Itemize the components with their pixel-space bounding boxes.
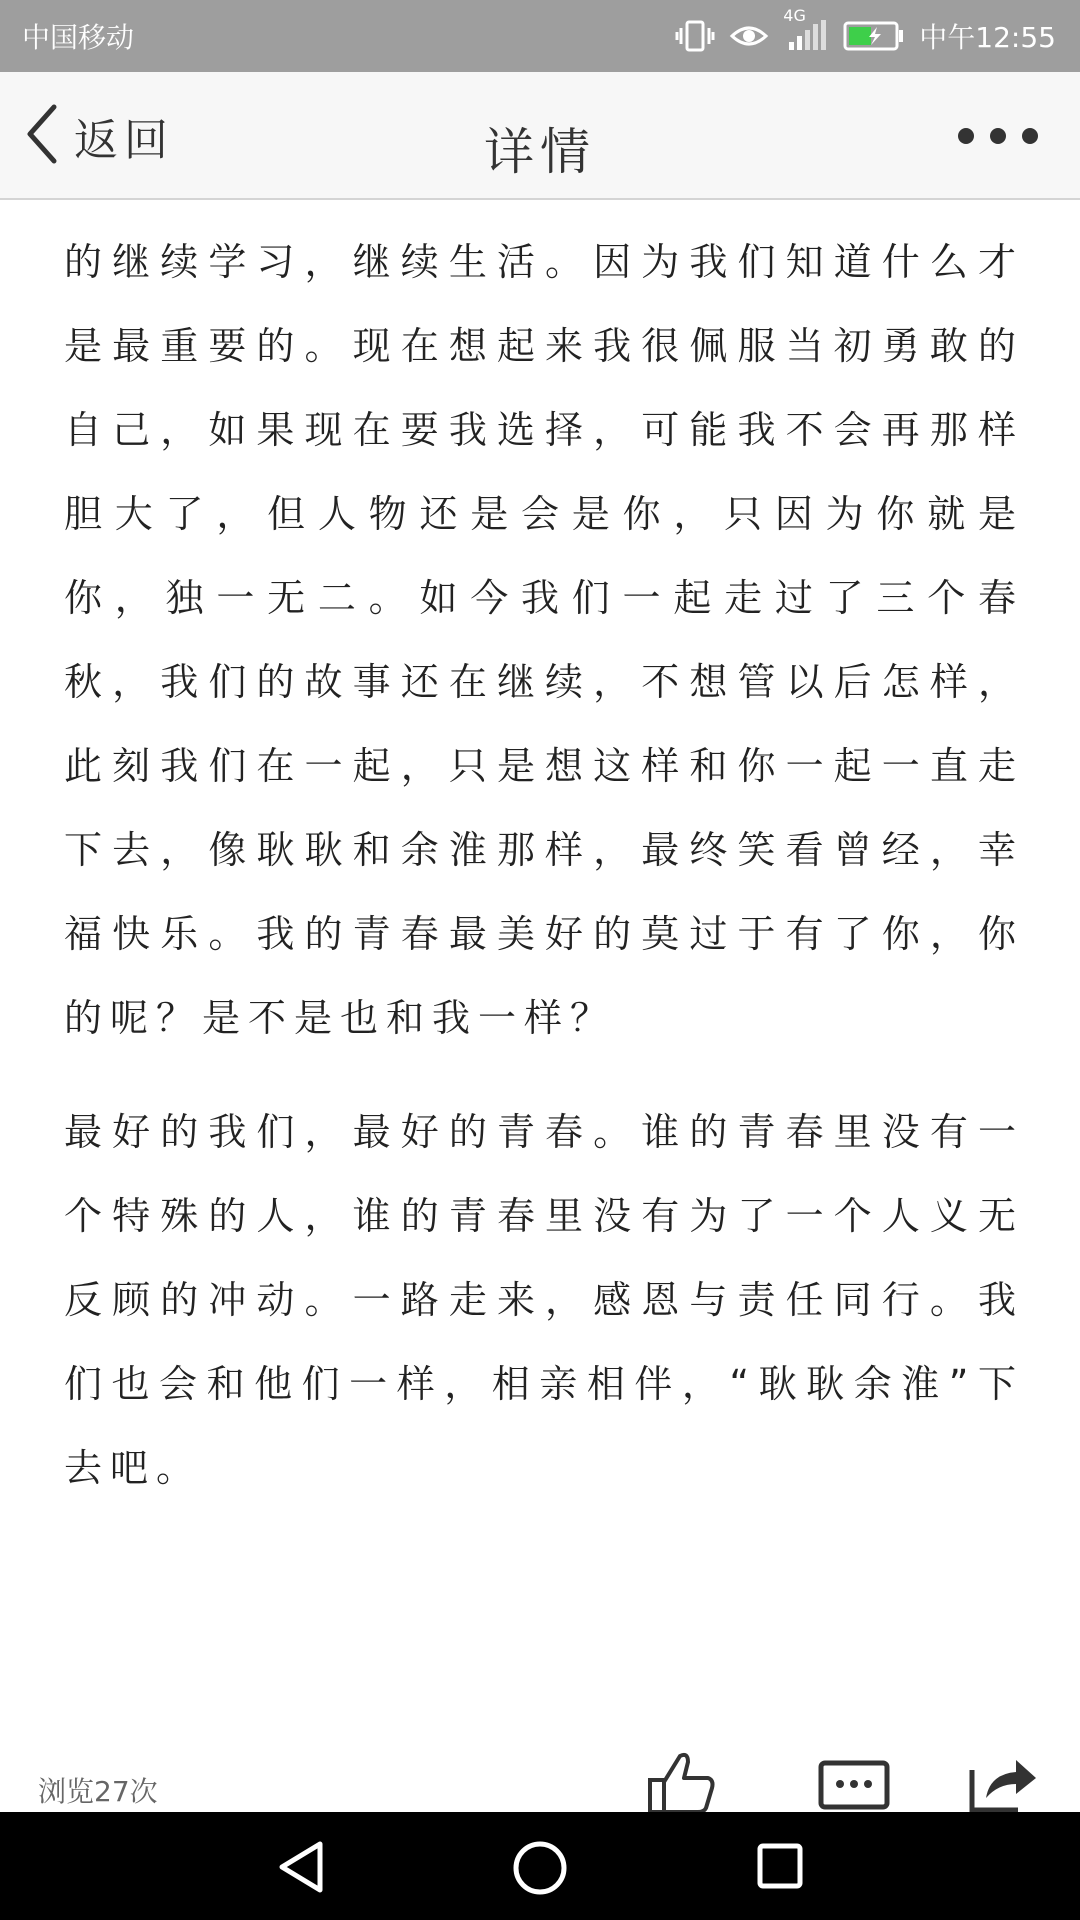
back-triangle-icon[interactable] (276, 1840, 326, 1898)
page-title: 详情 (484, 123, 596, 181)
back-label: 返回 (74, 115, 174, 166)
home-circle-icon[interactable] (512, 1840, 568, 1900)
share-icon[interactable] (966, 1756, 1040, 1816)
vibrate-icon (675, 18, 715, 54)
battery-icon (843, 19, 905, 53)
signal-icon (783, 6, 829, 54)
status-icons (675, 6, 1056, 56)
article-content[interactable] (64, 200, 1024, 1750)
recents-square-icon[interactable] (756, 1842, 804, 1894)
more-icon[interactable] (958, 122, 1038, 150)
system-nav-bar (0, 1812, 1080, 1920)
carrier-label: 中国移动 (22, 21, 135, 54)
article-paragraph: 最好的我们，最好的青春。谁的青春里没有一个特殊的人，谁的青春里没有为了一个人义无反顾的冲动。一路走来，感恩与责任同行。我们也会和他们一样，相亲相伴，“耿耿余淮”下去吧。 (64, 1110, 1024, 1490)
footer-bar (0, 1750, 1080, 1812)
clock: 中午12:55 (919, 21, 1056, 54)
article-paragraph: 的继续学习，继续生活。因为我们知道什么才是最重要的。现在想起来我很佩服当初勇敢的自己，如果现在要我选择，可能我不会再那样胆大了，但人物还是会是你，只因为你就是你，独一无二。如今我们一起走过了三个春秋，我们的故事还在继续，不想管以后怎样，此刻我们在一起，只是想这样和你一起一直走下去，像耿耿和余淮那样，最终笑看曾经，幸福快乐。我的青春最美好的莫过于有了你，你的呢？是不是也和我一样？ (64, 240, 1024, 1040)
status-bar (0, 0, 1080, 72)
eye-icon (729, 18, 769, 54)
comment-icon[interactable] (818, 1760, 890, 1816)
app-nav-bar (0, 72, 1080, 200)
view-count: 浏览27次 (38, 1775, 158, 1808)
thumbs-up-icon[interactable] (646, 1750, 716, 1816)
network-type: 4G (783, 6, 806, 25)
